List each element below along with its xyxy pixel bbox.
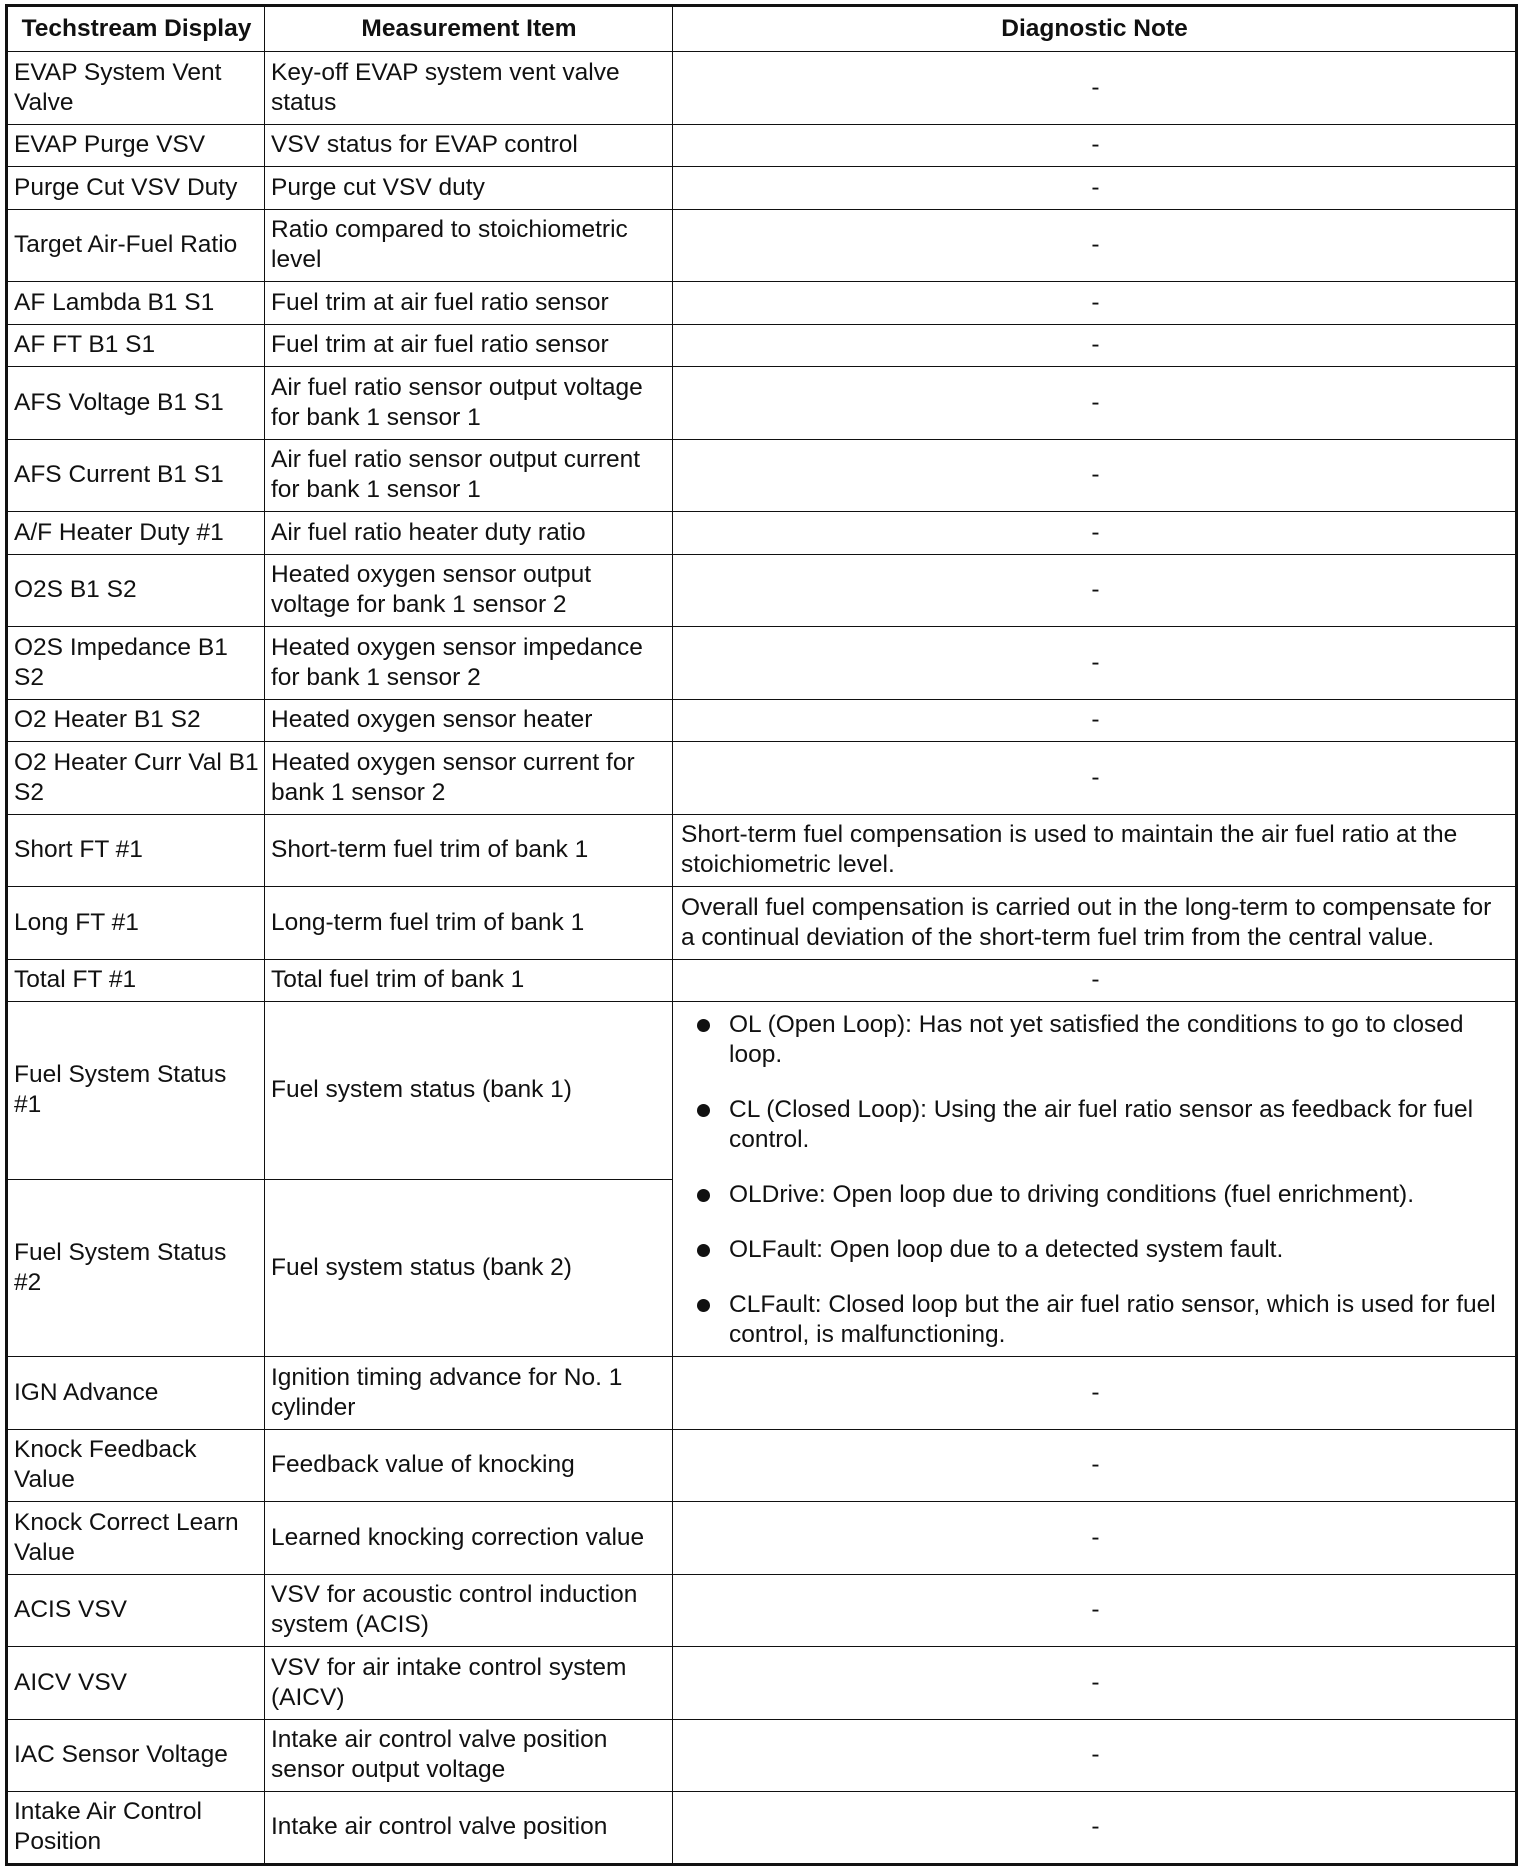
cell-item: Long-term fuel trim of bank 1 <box>265 887 673 960</box>
cell-item: Total fuel trim of bank 1 <box>265 959 673 1002</box>
cell-note: - <box>673 1429 1517 1502</box>
list-item-text: CLFault: Closed loop but the air fuel ratio sensor, which is used for fuel control, is malfunctioning. <box>729 1291 1496 1348</box>
cell-note: - <box>673 324 1517 367</box>
fuel-status-list <box>673 1002 1515 1356</box>
table-row <box>7 512 1517 555</box>
table-row <box>7 124 1517 167</box>
cell-note: - <box>673 742 1517 815</box>
list-item-text: OLDrive: Open loop due to driving conditions (fuel enrichment). <box>729 1181 1414 1208</box>
cell-note: - <box>673 959 1517 1002</box>
cell-display: AF FT B1 S1 <box>7 324 265 367</box>
list-item <box>693 1290 1507 1350</box>
table-row <box>7 1429 1517 1502</box>
cell-display: Fuel System Status #1 <box>7 1002 265 1180</box>
table-row <box>7 209 1517 282</box>
cell-display: Target Air-Fuel Ratio <box>7 209 265 282</box>
table-row <box>7 1574 1517 1647</box>
cell-note: - <box>673 699 1517 742</box>
cell-display: O2S Impedance B1 S2 <box>7 627 265 700</box>
cell-display: EVAP Purge VSV <box>7 124 265 167</box>
table-row <box>7 1357 1517 1430</box>
bullet-icon <box>697 1104 710 1117</box>
list-item <box>693 1095 1507 1155</box>
cell-item: Air fuel ratio sensor output current for bank 1 sensor 1 <box>265 439 673 512</box>
cell-note: - <box>673 167 1517 210</box>
cell-note-fuel-status <box>673 1002 1517 1357</box>
table-row <box>7 167 1517 210</box>
cell-item: Heated oxygen sensor current for bank 1 sensor 2 <box>265 742 673 815</box>
bullet-icon <box>697 1299 710 1312</box>
cell-note: - <box>673 1719 1517 1792</box>
cell-item: Intake air control valve position <box>265 1792 673 1865</box>
cell-item: Fuel trim at air fuel ratio sensor <box>265 282 673 325</box>
list-item-text: OLFault: Open loop due to a detected system fault. <box>729 1236 1284 1263</box>
cell-display: Short FT #1 <box>7 814 265 887</box>
cell-item: VSV for air intake control system (AICV) <box>265 1647 673 1720</box>
table-row <box>7 282 1517 325</box>
cell-item: Fuel system status (bank 2) <box>265 1179 673 1357</box>
cell-display: ACIS VSV <box>7 1574 265 1647</box>
cell-display: A/F Heater Duty #1 <box>7 512 265 555</box>
cell-display: AF Lambda B1 S1 <box>7 282 265 325</box>
table-row <box>7 959 1517 1002</box>
cell-item: Ignition timing advance for No. 1 cylinder <box>265 1357 673 1430</box>
list-item <box>693 1010 1507 1070</box>
cell-item: Ratio compared to stoichiometric level <box>265 209 673 282</box>
cell-item: Intake air control valve position sensor output voltage <box>265 1719 673 1792</box>
cell-item: Fuel trim at air fuel ratio sensor <box>265 324 673 367</box>
cell-display: IGN Advance <box>7 1357 265 1430</box>
cell-display: AICV VSV <box>7 1647 265 1720</box>
cell-item: Fuel system status (bank 1) <box>265 1002 673 1180</box>
cell-note: - <box>673 1574 1517 1647</box>
table-row <box>7 324 1517 367</box>
table-row <box>7 699 1517 742</box>
table-row <box>7 439 1517 512</box>
header-diagnostic-note: Diagnostic Note <box>673 6 1517 52</box>
bullet-icon <box>697 1019 710 1032</box>
bullet-icon <box>697 1189 710 1202</box>
cell-display: IAC Sensor Voltage <box>7 1719 265 1792</box>
cell-item: VSV status for EVAP control <box>265 124 673 167</box>
table-row <box>7 1502 1517 1575</box>
cell-note: - <box>673 1357 1517 1430</box>
cell-note: - <box>673 52 1517 125</box>
cell-item: Feedback value of knocking <box>265 1429 673 1502</box>
cell-note: - <box>673 1502 1517 1575</box>
cell-note: - <box>673 124 1517 167</box>
list-item <box>693 1180 1507 1210</box>
cell-item: Air fuel ratio heater duty ratio <box>265 512 673 555</box>
table-row <box>7 554 1517 627</box>
table-row <box>7 367 1517 440</box>
cell-item: Heated oxygen sensor output voltage for bank 1 sensor 2 <box>265 554 673 627</box>
list-item-text: OL (Open Loop): Has not yet satisfied the conditions to go to closed loop. <box>729 1011 1464 1068</box>
cell-item: Key-off EVAP system vent valve status <box>265 52 673 125</box>
header-techstream-display: Techstream Display <box>7 6 265 52</box>
cell-note: Short-term fuel compensation is used to maintain the air fuel ratio at the stoichiometric level. <box>673 814 1517 887</box>
list-item <box>693 1235 1507 1265</box>
cell-item: Purge cut VSV duty <box>265 167 673 210</box>
cell-display: AFS Voltage B1 S1 <box>7 367 265 440</box>
cell-note: Overall fuel compensation is carried out in the long-term to compensate for a continual deviation of the short-term fuel trim from the central value. <box>673 887 1517 960</box>
cell-item: Learned knocking correction value <box>265 1502 673 1575</box>
cell-display: Intake Air Control Position <box>7 1792 265 1865</box>
cell-note: - <box>673 367 1517 440</box>
cell-note: - <box>673 1792 1517 1865</box>
table-header <box>7 6 1517 52</box>
cell-item: Heated oxygen sensor impedance for bank 1 sensor 2 <box>265 627 673 700</box>
cell-item: Air fuel ratio sensor output voltage for bank 1 sensor 1 <box>265 367 673 440</box>
cell-display: AFS Current B1 S1 <box>7 439 265 512</box>
bullet-icon <box>697 1244 710 1257</box>
cell-note: - <box>673 512 1517 555</box>
table-row <box>7 1719 1517 1792</box>
table-body <box>7 52 1517 1865</box>
table-row <box>7 52 1517 125</box>
cell-display: Long FT #1 <box>7 887 265 960</box>
cell-note: - <box>673 209 1517 282</box>
header-measurement-item: Measurement Item <box>265 6 673 52</box>
cell-display: Fuel System Status #2 <box>7 1179 265 1357</box>
table-row <box>7 742 1517 815</box>
list-item-text: CL (Closed Loop): Using the air fuel ratio sensor as feedback for fuel control. <box>729 1096 1474 1153</box>
cell-item: Heated oxygen sensor heater <box>265 699 673 742</box>
cell-note: - <box>673 554 1517 627</box>
cell-display: Knock Feedback Value <box>7 1429 265 1502</box>
cell-display: O2S B1 S2 <box>7 554 265 627</box>
cell-display: O2 Heater Curr Val B1 S2 <box>7 742 265 815</box>
table-row <box>7 887 1517 960</box>
table-row <box>7 814 1517 887</box>
table-row <box>7 627 1517 700</box>
cell-note: - <box>673 1647 1517 1720</box>
table-row <box>7 1792 1517 1865</box>
header-row <box>7 6 1517 52</box>
cell-note: - <box>673 439 1517 512</box>
cell-item: Short-term fuel trim of bank 1 <box>265 814 673 887</box>
cell-display: Total FT #1 <box>7 959 265 1002</box>
cell-display: Knock Correct Learn Value <box>7 1502 265 1575</box>
diagnostic-data-table <box>5 4 1518 1866</box>
cell-display: EVAP System Vent Valve <box>7 52 265 125</box>
cell-display: Purge Cut VSV Duty <box>7 167 265 210</box>
table-row <box>7 1647 1517 1720</box>
cell-note: - <box>673 627 1517 700</box>
table-row-fuel-status-1 <box>7 1002 1517 1180</box>
cell-item: VSV for acoustic control induction system (ACIS) <box>265 1574 673 1647</box>
cell-display: O2 Heater B1 S2 <box>7 699 265 742</box>
cell-note: - <box>673 282 1517 325</box>
